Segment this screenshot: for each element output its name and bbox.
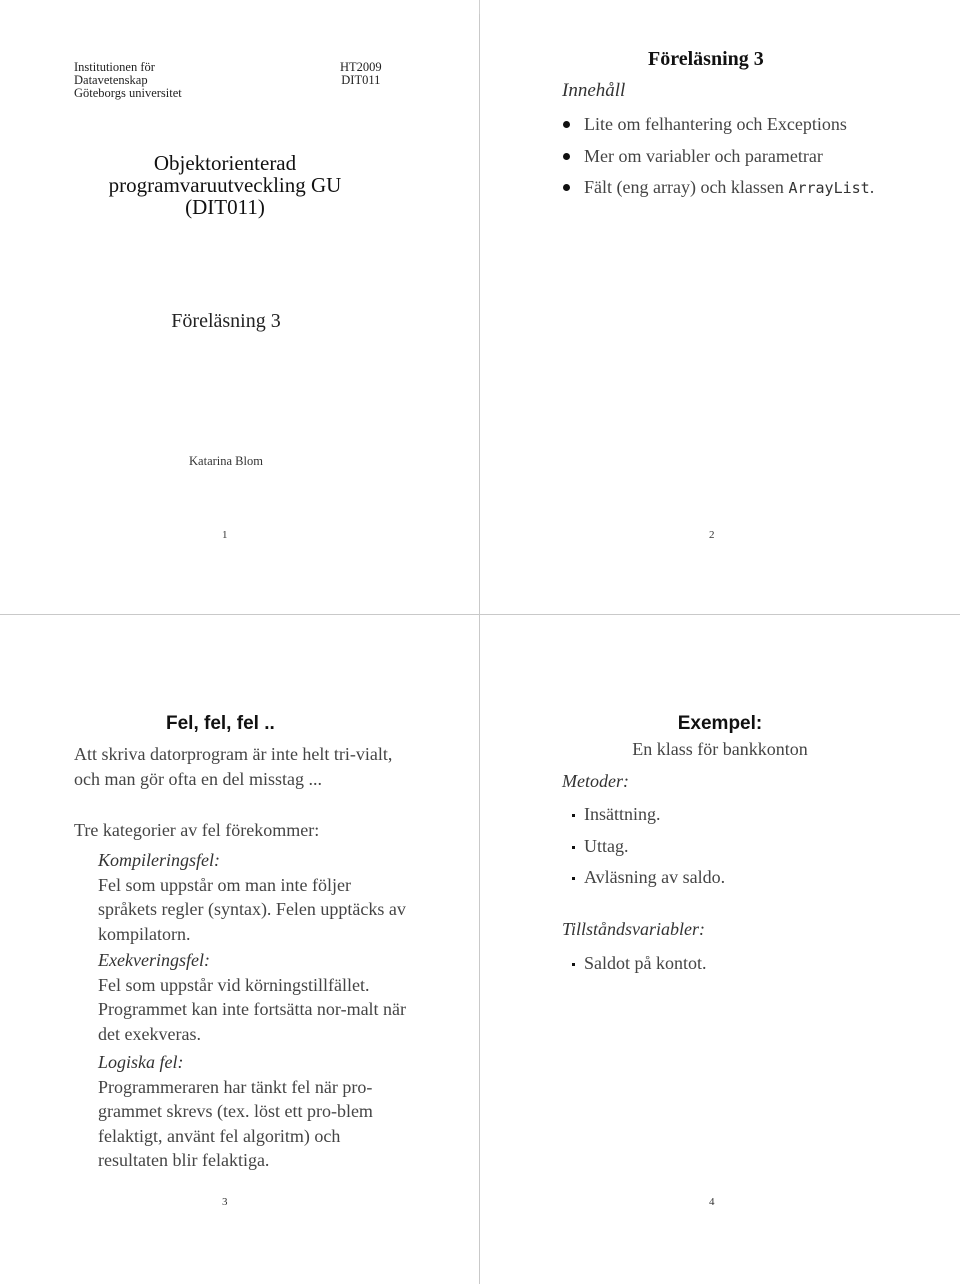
category-text: Fel som uppstår vid körningstillfället. Programmet kan inte fortsätta nor-malt när det exekveras.	[98, 974, 407, 1044]
code-text: ArrayList	[788, 179, 870, 197]
course-code: DIT011	[341, 73, 381, 87]
list-item-text: Fält (eng array) och klassen	[584, 177, 789, 197]
page-number: 2	[709, 529, 715, 541]
list-item	[572, 834, 725, 866]
list-item	[560, 175, 874, 207]
category-label: Exekveringsfel:	[98, 950, 210, 970]
list-item-text: Mer om variabler och parametrar	[584, 145, 823, 166]
state-variables-list	[572, 951, 707, 983]
list-item-text: Uttag.	[584, 835, 629, 856]
slide-2	[480, 0, 960, 614]
error-category	[98, 848, 408, 946]
list-item-text: Saldot på kontot.	[584, 953, 707, 973]
slide-title: Exempel:	[677, 713, 763, 734]
course-title-line: (DIT011)	[185, 195, 265, 219]
institution-line: Institutionen för	[74, 60, 155, 74]
state-variables-label: Tillståndsvariabler:	[562, 919, 706, 939]
contents-list	[560, 112, 874, 207]
list-item-suffix: .	[869, 177, 875, 197]
course-term: HT2009	[340, 60, 382, 74]
institution-line: Datavetenskap	[74, 73, 148, 87]
list-item	[572, 951, 707, 983]
methods-list	[572, 802, 725, 897]
intro-paragraph: Att skriva datorprogram är inte helt tri-vialt, och man gör ofta en del misstag ...	[74, 744, 393, 789]
list-item-text: Avläsning av saldo.	[584, 867, 726, 887]
error-category	[98, 948, 408, 1046]
list-item-text: Insättning.	[584, 804, 661, 824]
bullet-icon	[572, 877, 575, 880]
slide-title: Fel, fel, fel ..	[166, 713, 275, 734]
bullet-icon	[563, 184, 570, 191]
slide-3	[0, 615, 479, 1284]
list-item-text: Lite om felhantering och Exceptions	[584, 114, 847, 134]
slide-1	[0, 0, 479, 614]
institution-line: Göteborgs universitet	[74, 86, 182, 100]
categories-intro: Tre kategorier av fel förekommer:	[74, 820, 320, 840]
list-item	[572, 865, 725, 897]
course-code-block	[340, 61, 382, 87]
slide-4	[480, 615, 960, 1284]
bullet-icon	[572, 963, 575, 966]
list-item	[560, 112, 874, 144]
list-item	[572, 802, 725, 834]
page-number: 4	[709, 1196, 715, 1208]
category-label: Logiska fel:	[98, 1052, 184, 1072]
bullet-icon	[563, 153, 570, 160]
methods-label: Metoder:	[562, 771, 629, 791]
bullet-icon	[572, 814, 575, 817]
page-number: 1	[222, 529, 228, 541]
course-title-line: Objektorienterad	[153, 151, 297, 175]
slide-subtitle: Innehåll	[562, 80, 626, 101]
error-category	[98, 1050, 408, 1173]
category-text: Programmeraren har tänkt fel när pro-grammet skrevs (tex. löst ett pro-blem felaktigt, använt fel algoritm) och resultaten blir felaktiga.	[98, 1076, 373, 1170]
category-text: Fel som uppstår om man inte följer språkets regler (syntax). Felen upptäcks av kompilatorn.	[98, 874, 406, 944]
slide-subtitle: En klass för bankkonton	[632, 739, 808, 759]
bullet-icon	[572, 846, 575, 849]
course-title-line: programvaruutveckling GU	[108, 173, 342, 197]
lecture-heading: Föreläsning 3	[171, 310, 281, 332]
list-item	[560, 144, 874, 176]
bullet-icon	[563, 121, 570, 128]
slide-title: Föreläsning 3	[648, 48, 764, 70]
category-label: Kompileringsfel:	[98, 850, 220, 870]
course-title	[60, 152, 390, 218]
institution-block	[74, 61, 182, 100]
author-name: Katarina Blom	[189, 454, 263, 468]
page-number: 3	[222, 1196, 228, 1208]
